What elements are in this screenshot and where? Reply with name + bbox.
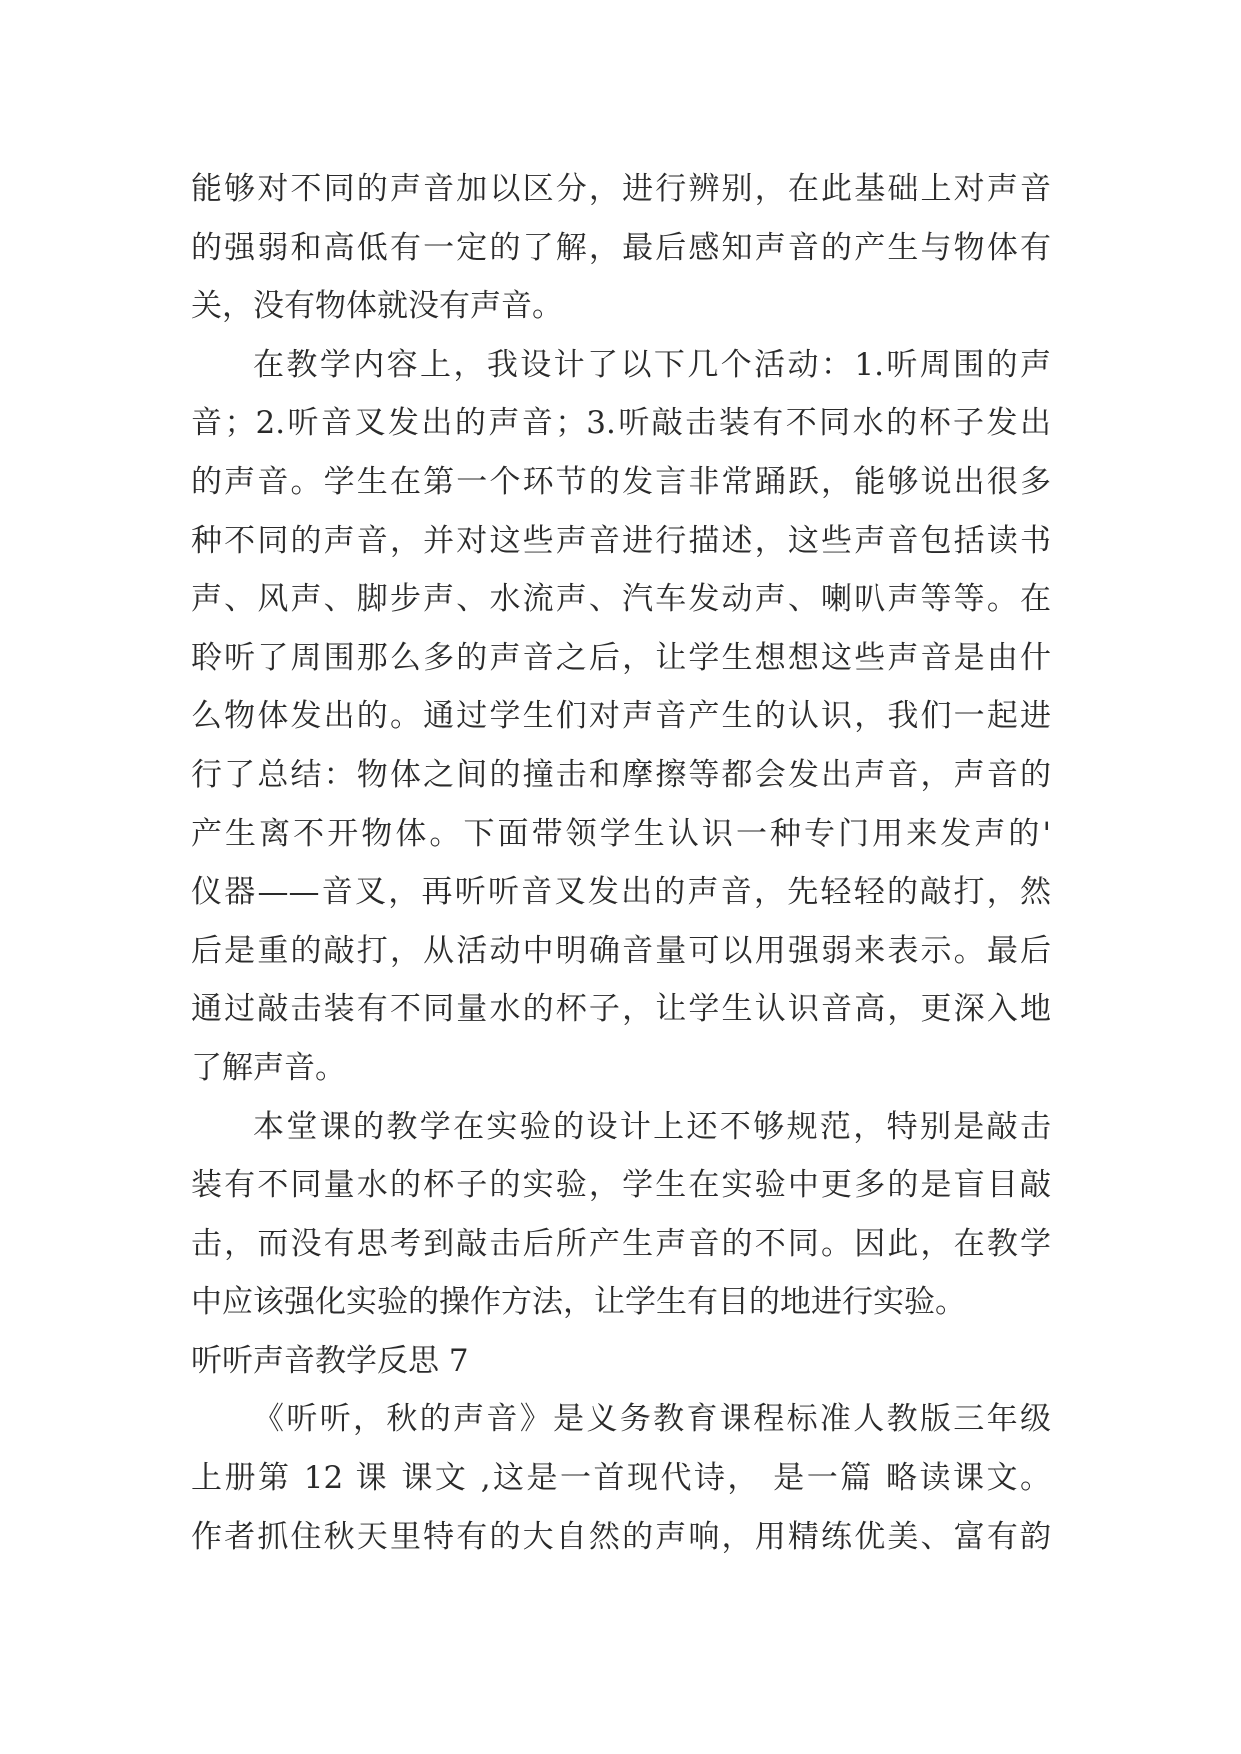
text-line: 能够对不同的声音加以区分，进行辨别，在此基础上对声音 — [191, 171, 1051, 207]
text-line: 作者抓住秋天里特有的大自然的声响，用精练优美、富有韵 — [191, 1518, 1051, 1555]
text-line: 音；2.听音叉发出的声音；3.听敲击装有不同水的杯子发出 — [191, 405, 1051, 442]
text-line: 聆听了周围那么多的声音之后，让学生想想这些声音是由什 — [191, 639, 1051, 676]
text-line: 了解声音。 — [191, 1049, 346, 1086]
text-line: 种不同的声音，并对这些声音进行描述，这些声音包括读书 — [191, 522, 1051, 559]
text-line: 本堂课的教学在实验的设计上还不够规范，特别是敲击 — [253, 1108, 1051, 1145]
text-line: 么物体发出的。通过学生们对声音产生的认识，我们一起进 — [191, 698, 1051, 735]
text-line: 的声音。学生在第一个环节的发言非常踊跃，能够说出很多 — [191, 463, 1051, 500]
text-line: 关，没有物体就没有声音。 — [191, 288, 563, 325]
document-body — [191, 160, 1051, 1566]
text-line: 声、风声、脚步声、水流声、汽车发动声、喇叭声等等。在 — [191, 581, 1051, 618]
text-line: 听听声音教学反思 7 — [191, 1342, 469, 1379]
text-line: 击，而没有思考到敲击后所产生声音的不同。因此，在教学 — [191, 1225, 1051, 1262]
text-line: 行了总结：物体之间的撞击和摩擦等都会发出声音，声音的 — [191, 756, 1051, 793]
text-line: 《听听，秋的声音》是义务教育课程标准人教版三年级 — [253, 1401, 1051, 1438]
text-line: 中应该强化实验的操作方法，让学生有目的地进行实验。 — [191, 1284, 966, 1321]
text-line: 通过敲击装有不同量水的杯子，让学生认识音高，更深入地 — [191, 991, 1051, 1028]
text-line: 后是重的敲打，从活动中明确音量可以用强弱来表示。最后 — [191, 932, 1051, 969]
text-line: 装有不同量水的杯子的实验，学生在实验中更多的是盲目敲 — [191, 1167, 1051, 1204]
text-line: 在教学内容上，我设计了以下几个活动：1.听周围的声 — [253, 346, 1051, 383]
text-line: 上册第 12 课 课文 ,这是一首现代诗， 是一篇 略读课文。 — [191, 1460, 1051, 1497]
text-line: 仪器——音叉，再听听音叉发出的声音，先轻轻的敲打，然 — [191, 874, 1051, 911]
text-line: 的强弱和高低有一定的了解，最后感知声音的产生与物体有 — [191, 229, 1051, 266]
text-line: 产生离不开物体。下面带领学生认识一种专门用来发声的' — [191, 815, 1051, 852]
